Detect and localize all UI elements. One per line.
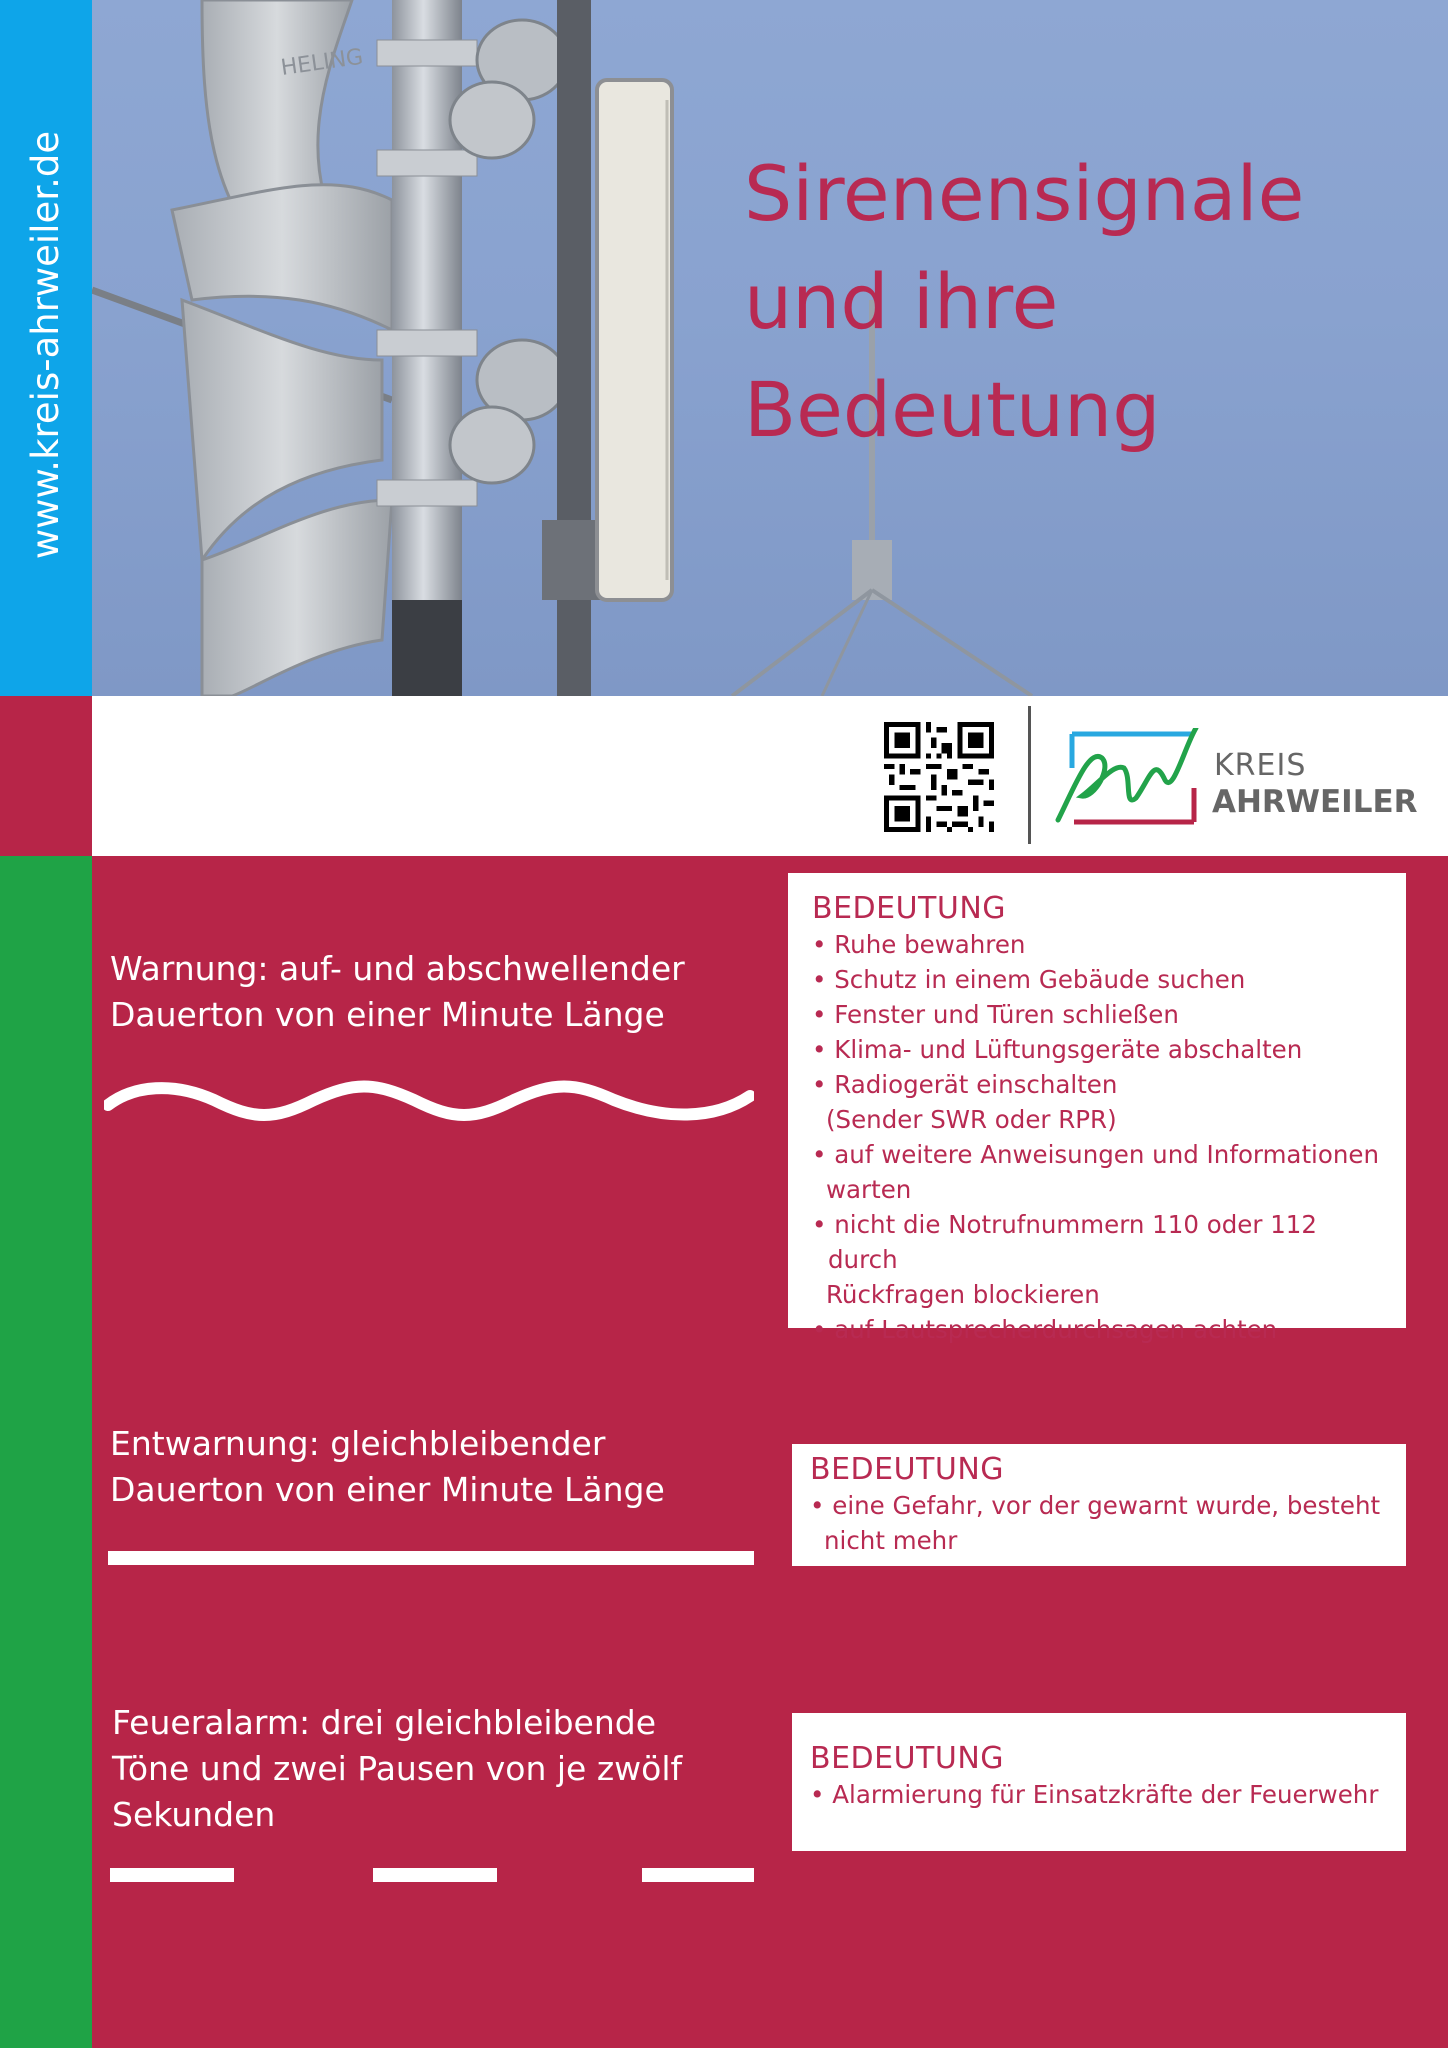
fire-alarm-line-3: Sekunden — [112, 1795, 276, 1834]
page-title — [744, 140, 1404, 464]
meaning-list — [810, 1488, 1394, 1558]
dashed-signal-icon-tone-2 — [373, 1868, 497, 1882]
list-item: • Fenster und Türen schließen — [812, 997, 1394, 1032]
solid-line-signal-icon — [108, 1551, 754, 1565]
list-item: • Radiogerät einschalten (Sender SWR oder RPR) — [812, 1067, 1394, 1137]
list-item: • Klima- und Lüftungsgeräte abschalten — [812, 1032, 1394, 1067]
wave-signal-icon — [104, 1070, 754, 1140]
fire-alarm-line-1: Feueralarm: drei gleichbleibende — [112, 1703, 657, 1742]
list-item: • Schutz in einem Gebäude suchen — [812, 962, 1394, 997]
fire-alarm-line-2: Töne und zwei Pausen von je zwölf — [112, 1749, 683, 1788]
list-item: • eine Gefahr, vor der gewarnt wurde, besteht nicht mehr — [810, 1488, 1394, 1558]
meaning-list — [810, 1777, 1394, 1812]
list-item: • auf weitere Anweisungen und Informationen warten — [812, 1137, 1394, 1207]
meaning-heading: BEDEUTUNG — [812, 891, 1007, 926]
all-clear-line-1: Entwarnung: gleichbleibender — [110, 1424, 606, 1463]
logo-text-ahrweiler: AHRWEILER — [1212, 784, 1418, 820]
title-line-2: und ihre — [744, 257, 1059, 346]
qr-code-icon — [884, 722, 994, 832]
kreis-ahrweiler-logo-icon — [1054, 728, 1200, 828]
list-item: • nicht die Notrufnummern 110 oder 112 durch Rückfragen blockieren — [812, 1207, 1394, 1312]
title-line-1: Sirenensignale — [744, 149, 1305, 238]
all-clear-meaning-box — [792, 1444, 1406, 1566]
warning-signal-description — [110, 946, 750, 1038]
warning-line-1: Warnung: auf- und abschwellender — [110, 949, 685, 988]
dashed-signal-icon-tone-3 — [642, 1868, 754, 1882]
horn-brand-label: HELING — [279, 44, 365, 81]
left-red-strip — [0, 696, 92, 856]
warning-meaning-box — [788, 873, 1406, 1344]
list-item: • Alarmierung für Einsatzkräfte der Feuerwehr — [810, 1777, 1394, 1812]
meaning-list — [812, 927, 1394, 1347]
logo-divider — [1028, 706, 1031, 844]
fire-alarm-meaning-box — [792, 1713, 1406, 1851]
dashed-signal-icon-tone-1 — [110, 1868, 234, 1882]
list-item: • Ruhe bewahren — [812, 927, 1394, 962]
all-clear-signal-description — [110, 1421, 750, 1513]
fire-alarm-signal-description — [112, 1700, 752, 1838]
meaning-heading: BEDEUTUNG — [810, 1741, 1005, 1776]
left-green-strip — [0, 856, 92, 2048]
warning-line-2: Dauerton von einer Minute Länge — [110, 995, 665, 1034]
all-clear-line-2: Dauerton von einer Minute Länge — [110, 1470, 665, 1509]
meaning-heading: BEDEUTUNG — [810, 1452, 1005, 1487]
list-item: • auf Lautsprecherdurchsagen achten — [812, 1312, 1394, 1347]
title-line-3: Bedeutung — [744, 365, 1161, 454]
logo-text-kreis: KREIS — [1214, 748, 1307, 783]
website-url: www.kreis-ahrweiler.de — [24, 130, 67, 560]
